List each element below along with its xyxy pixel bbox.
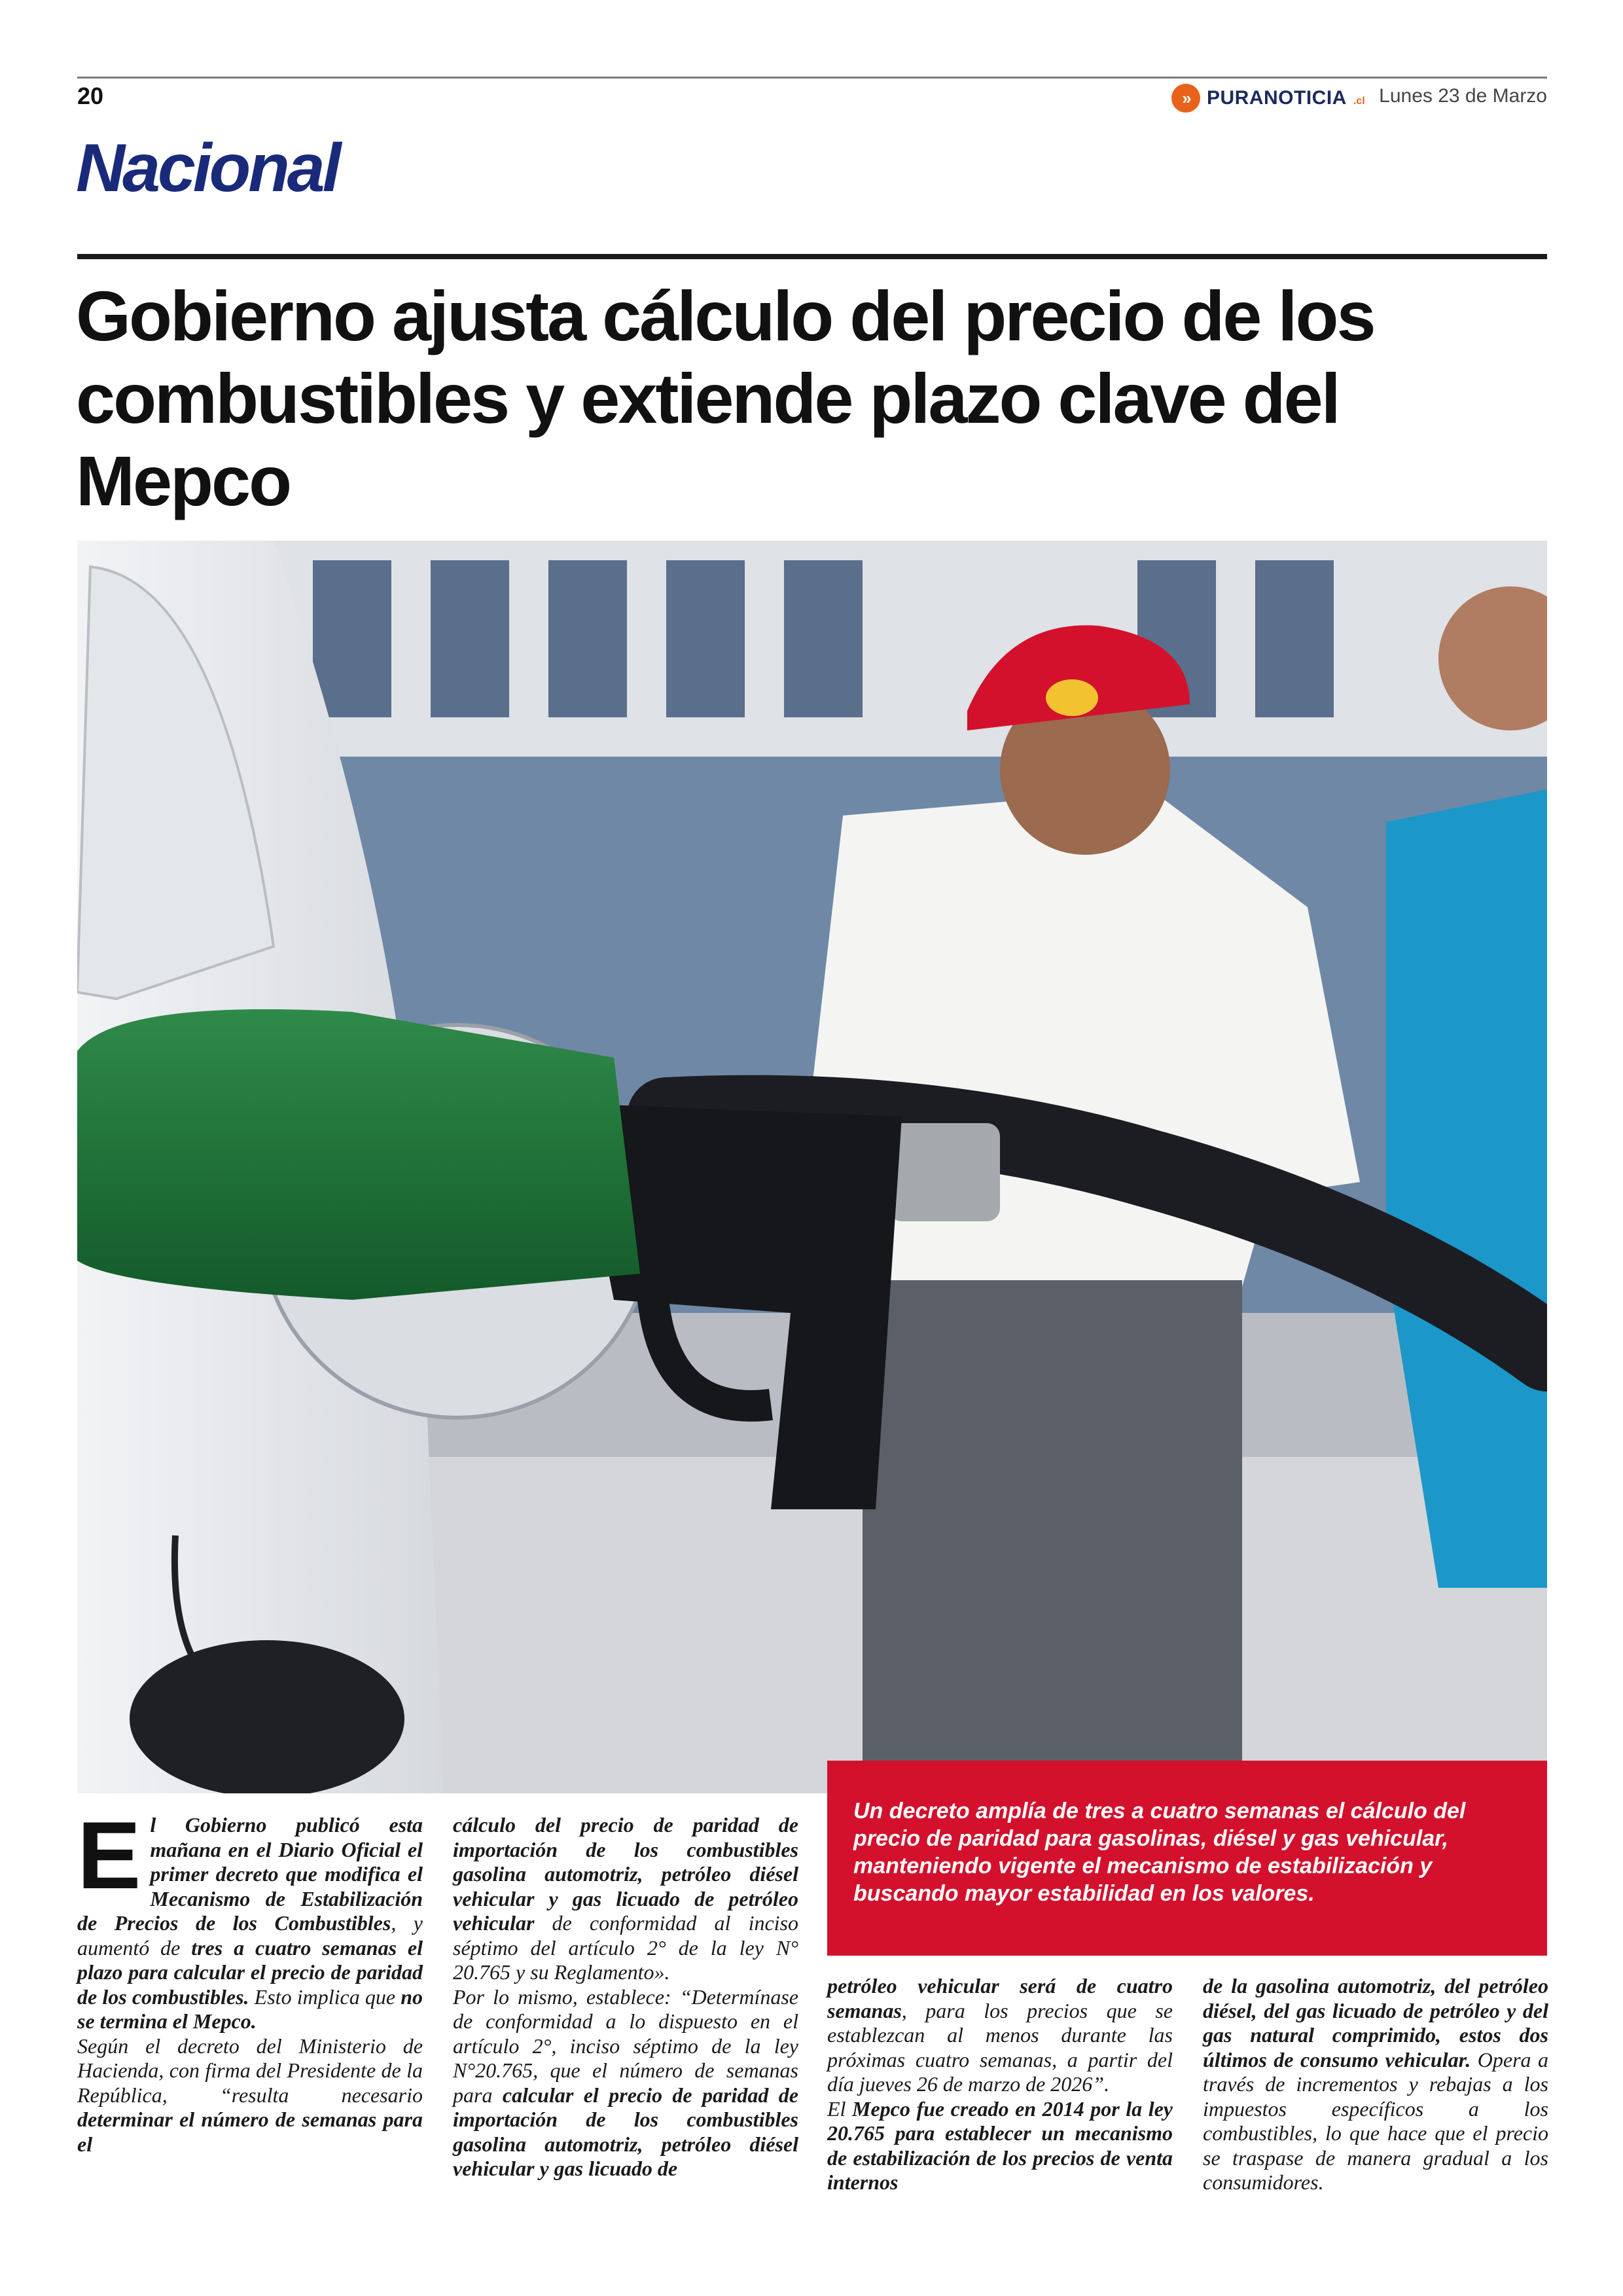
brand-logo[interactable] xyxy=(1171,84,1365,113)
article-paragraph xyxy=(77,2034,423,2157)
page-number: 20 xyxy=(77,82,104,109)
article-text: El xyxy=(827,2096,853,2121)
article-text: , para los precios que se establezcan al menos durante las próximas cuatro semanas, a partir del día jueves 26 de marzo de 2026”. xyxy=(827,1998,1173,2096)
brand-arrows-icon: » xyxy=(1171,84,1200,113)
article-column-3 xyxy=(827,1974,1173,2195)
headline: Gobierno ajusta cálculo del precio de los combustibles y extiende plazo clave del Mepco xyxy=(76,276,1374,520)
brand-name: PURANOTICIA xyxy=(1207,87,1347,109)
callout-text: Un decreto amplía de tres a cuatro semanas el cálculo del precio de paridad para gasolinas, diésel y gas vehicular, manteniendo vigente el mecanismo de estabilización y buscando mayor estabilidad en los valores. xyxy=(853,1799,1466,1906)
article-text: Esto implica que xyxy=(249,1984,401,2009)
brand-suffix: .cl xyxy=(1353,96,1365,107)
article-text: , y aumentó de xyxy=(77,1911,423,1960)
article-paragraph xyxy=(453,1985,798,2181)
section-title: Nacional xyxy=(76,130,339,206)
article-column-2 xyxy=(453,1813,798,2181)
article-text: Por lo mismo, establece: “Determínase de conformidad a lo dispuesto en el artículo 2°, inciso séptimo de la ley N°20.765, que el número de semanas para xyxy=(453,1984,798,2107)
article-text-bold: cálculo del precio de paridad de importación de los combustibles gasolina automotriz, petróleo diésel vehicular y gas licuado de petróleo vehicular xyxy=(453,1813,798,1935)
top-rule xyxy=(77,77,1547,79)
article-text-bold: no se termina el Mepco. xyxy=(77,1984,423,2033)
article-text-bold: l Gobierno publicó esta mañana en el Diario Oficial el primer decreto que modifica el Mecanismo de Estabilización de Precios de los Combustibles xyxy=(77,1813,423,1935)
article-text-bold: petróleo vehicular será de cuatro semanas xyxy=(827,1974,1173,2022)
article-paragraph xyxy=(827,1974,1173,2097)
section-rule xyxy=(77,254,1547,259)
article-text: Opera a través de incrementos y rebajas a los impuestos específicos a los combustibles, lo que hace que el precio se traspase de manera gradual a los consumidores. xyxy=(1203,2047,1549,2194)
article-column-1 xyxy=(77,1802,423,2157)
article-paragraph xyxy=(827,2097,1173,2195)
article-text: Según el decreto del Ministerio de Hacienda, con firma del Presidente de la República, “resulta necesario xyxy=(77,2034,423,2107)
article-text: de conformidad al inciso séptimo del artículo 2° de la ley N° 20.765 y su Reglamento». xyxy=(453,1911,798,1984)
article-column-4 xyxy=(1203,1974,1548,2195)
callout-box xyxy=(827,1761,1547,1956)
article-text-bold: determinar el número de semanas para el xyxy=(77,2108,423,2156)
article-text-bold: Mepco fue creado en 2014 por la ley 20.765 para establecer un mecanismo de estabilización de los precios de venta internos xyxy=(827,2096,1173,2194)
drop-cap: E xyxy=(77,1802,141,1909)
issue-date: Lunes 23 de Marzo xyxy=(1379,85,1547,107)
article-text-bold: tres a cuatro semanas el plazo para calcular el precio de paridad de los combustibles. xyxy=(77,1935,423,2009)
article-paragraph xyxy=(453,1813,798,1985)
article-text-bold: de la gasolina automotriz, del petróleo diésel, del gas licuado de petróleo y del gas natural comprimido, estos dos últimos de consumo vehicular. xyxy=(1203,1974,1548,2072)
article-paragraph xyxy=(1203,1974,1548,2195)
article-text-bold: calcular el precio de paridad de importación de los combustibles gasolina automotriz, petróleo diésel vehicular y gas licuado de xyxy=(453,2083,799,2180)
fuel-pump-nozzle-photo xyxy=(77,541,1547,1793)
photo-illustration xyxy=(77,541,1547,1793)
